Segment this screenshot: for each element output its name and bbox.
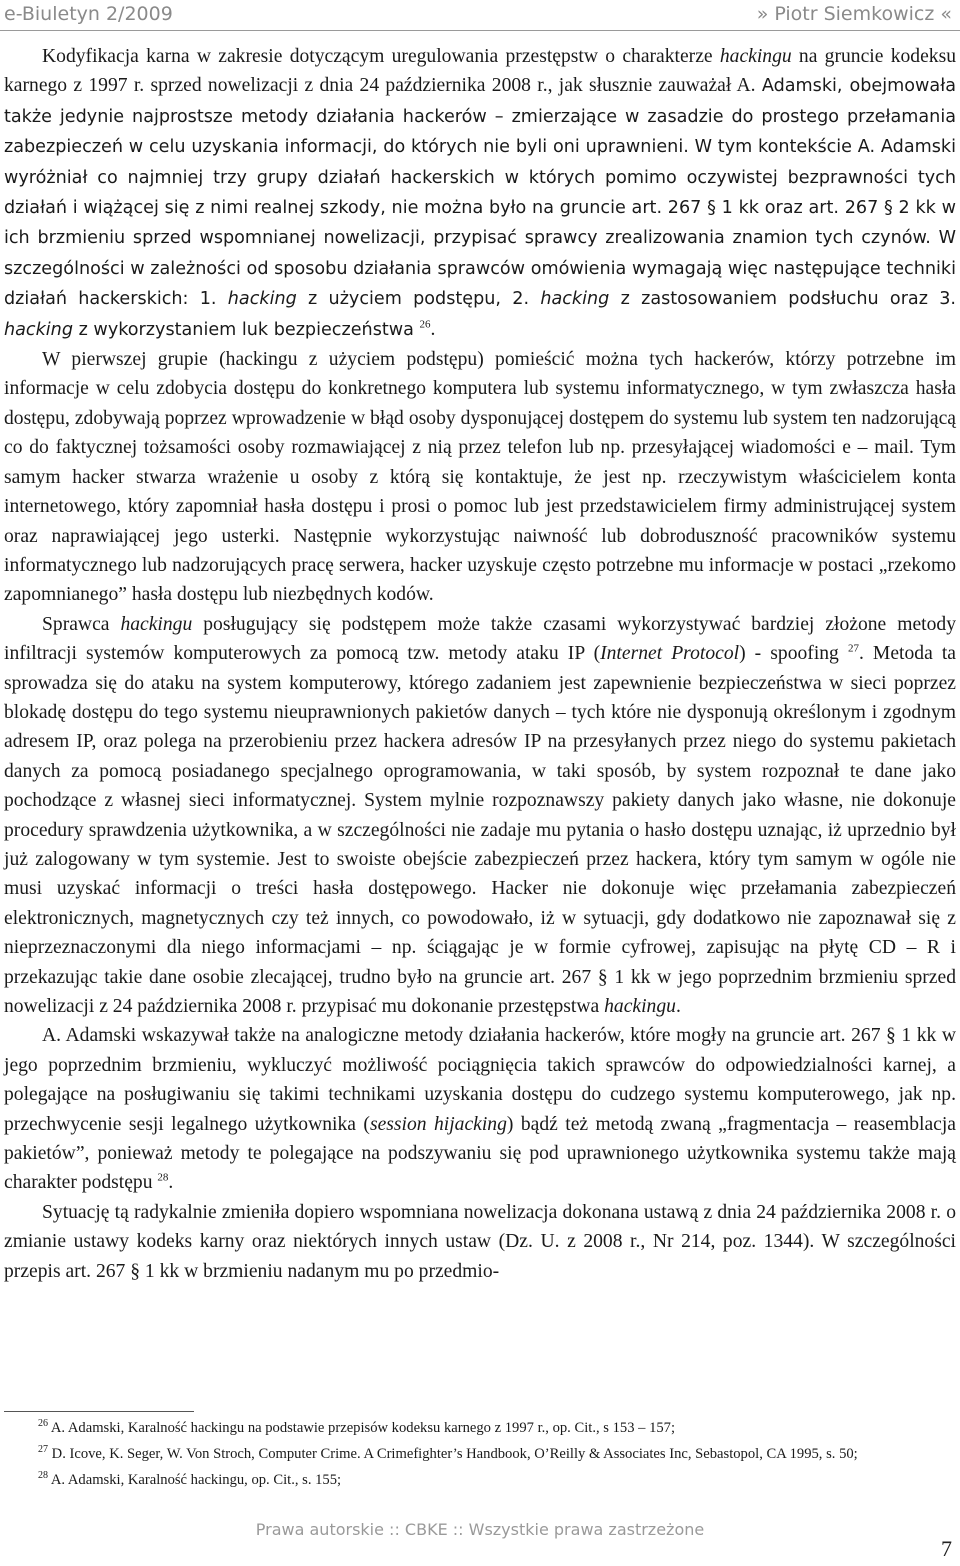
footnote-ref-27[interactable]: 27 [847, 642, 859, 655]
footnote-27 [4, 1443, 956, 1465]
footnotes-section [4, 1417, 956, 1495]
paragraph-4 [4, 1021, 956, 1197]
emphasis-text: hacking [540, 289, 610, 310]
paragraph-text: ) - spoofing [739, 643, 848, 665]
page-header [0, 0, 960, 30]
paragraph-5: Sytuację tą radykalnie zmieniła dopiero wspomniana nowelizacja dokonana ustawą z dnia 24 października 2008 r. o zmianie ustawy kodeks karny oraz niektórych innych ustaw (Dz. U. z 2008 r., Nr 214, poz. 1344). W szczególności przepis art. 267 § 1 kk w brzmieniu nadanym mu po przedmio- [4, 1201, 956, 1282]
paragraph-text: Kodyfikacja karna w zakresie dotyczącym uregulowania przestępstw o charakterze [42, 46, 720, 67]
author-name: » Piotr Siemkowicz « [756, 3, 952, 25]
journal-title: e-Biuletyn 2/2009 [4, 3, 173, 25]
footnote-28 [4, 1469, 956, 1491]
emphasis-text: hacking [227, 289, 297, 310]
emphasis-text: hackingu [120, 613, 193, 635]
paragraph-text: A. Adamski wskazywał także na analogiczne metody działania hackerów, które mogły na gruncie art. 267 § 1 kk w jego poprzednim brzmieniu, wykluczyć możliwość pociągnięcia takich sprawców do odpowiedzialności karnej, a polegające na posługiwaniu się takimi technikami uzyskania dostępu do cudzego systemu komputerowego, jak np. przechwycenie sesji legalnego użytkownika ( [4, 1025, 956, 1135]
paragraph-text-sans: z wykorzystaniem luk bezpieczeństwa [73, 319, 420, 340]
page-number: 7 [941, 1536, 952, 1561]
footnote-divider [4, 1411, 194, 1412]
paragraph-text: . [430, 318, 436, 340]
paragraph-2: W pierwszej grupie (hackingu z użyciem podstępu) pomieścić można tych hackerów, którzy potrzebne im informacje w celu zdobycia dostępu do konkretnego komputera lub systemu informatycznego, w tym zwłaszcza hasła dostępu, zdobywają poprzez wprowadzenie w błąd osoby dysponującej dostępem do systemu lub system ten nadzorującą co do faktycznej tożsamości osoby rozmawiającej z nią przez telefon lub np. przesyłającej wiadomości e – mail. Tym samym hacker stwarza wrażenie u osoby z którą się kontaktuje, że jest np. rzeczywistym właścicielem konta internetowego, który zapomniał hasła dostępu i prosi o pomoc lub jest przedstawicielem firmy administrującej system oraz naprawiającej jego usterki. Następnie wykorzystując naiwność lub dobroduszność pracowników systemu informatycznego lub nadzorujących pracę serwera, hacker uzyskuje często potrzebne mu informacje w postaci „rzekomo zapomnianego” hasła dostępu lub niezbędnych kodów. [4, 349, 956, 606]
paragraph-text-sans: Adamski, obejmowała także jedynie najprostsze metody działania hackerów – zmierzające w zasadzie do prostego przełamania zabezpieczeń w celu uzyskania informacji, do których nie byli oni uprawnieni. W tym kontekście A. Adamski wyróżniał co najmniej trzy grupy działań hackerskich w których pomimo oczywistej bezprawności tych działań i wiążącej się z nimi realnej szkody, nie można było na gruncie art. 267 § 1 kk oraz art. 267 § 2 kk w ich brzmieniu sprzed wspomnianej nowelizacji, przypisać sprawcy zrealizowania znamion tych czynów. W szczególności w zależności od sposobu działania sprawców omówienia wymagają więc następujące techniki działań hackerskich: 1. [4, 76, 956, 310]
footnote-ref-26[interactable]: 26 [419, 318, 431, 331]
footnote-text: A. Adamski, Karalność hackingu na podstawie przepisów kodeksu karnego z 1997 r., op. Cit., s 153 – 157; [50, 1420, 676, 1436]
footnote-number: 28 [38, 1470, 48, 1482]
header-divider [0, 30, 960, 31]
footnote-text: A. Adamski, Karalność hackingu, op. Cit., s. 155; [50, 1472, 342, 1488]
emphasis-text: hacking [4, 319, 74, 340]
footnote-text: D. Icove, K. Seger, W. Von Stroch, Computer Crime. A Crimefighter’s Handbook, O’Reilly & Associates Inc, Sebastopol, CA 1995, s. 50; [51, 1446, 858, 1462]
emphasis-text: hackingu [719, 46, 792, 67]
paragraph-3 [4, 610, 956, 1022]
paragraph-text-sans: z użyciem podstępu, 2. [296, 289, 541, 310]
paragraph-text: . [168, 1172, 174, 1194]
emphasis-text: session hijacking [369, 1113, 507, 1135]
paragraph-1 [4, 42, 956, 345]
paragraph-text: ) bądź też metodą zwaną „fragmentacja – reasemblacja pakietów”, ponieważ metody te polegające na podszywaniu się pod uprawnionego użytkownika systemu także mają charakter podstępu [4, 1113, 956, 1194]
paragraph-text: . Metoda ta sprowadza się do ataku na system komputerowy, którego zadaniem jest zapewnienie bezpieczeństwa w sieci poprzez blokadę dostępu do tego systemu nieuprawnionych pakietów danych – tych które nie dysponują określonym i zgodnym adresem IP, oraz polega na przerobieniu przez hackera adresów IP na przesyłanych przez niego do systemu pakietach danych za pomocą posiadanego specjalnego oprogramowania, w taki sposób, by system rozpoznał te dane jako pochodzące z własnej sieci informatycznej. System mylnie rozpoznawszy pakiety danych jako własne, nie dokonuje procedury sprawdzenia użytkownika, a w szczególności nie zadaje mu pytania o hasło dostępu uznając, iż uprzednio był już zalogowany w tym systemie. Jest to swoiste obejście zabezpieczeń przez hackera, który tym samym w ogóle nie musi uzyskać informacji o treści hasła dostępowego. Hacker nie dokonuje więc przełamania zabezpieczeń elektronicznych, magnetycznych czy też innych, co powodowało, iż w sytuacji, gdy dodatkowo nie zapoznawał się z nieprzeznaczonymi dla niego informacjami – np. ściągając je w formie cyfrowej, zapisując na płytę CD – R i przekazując takie dane osobie zlecającej, trudno było na gruncie art. 267 § 1 kk w jego poprzednim brzmieniu sprzed nowelizacji z 24 października 2008 r. przypisać mu dokonanie przestępstwa [4, 643, 956, 1017]
paragraph-text: na gruncie kodeksu karnego z 1997 r. sprzed nowelizacji z dnia 24 października 2008 r., jak słusznie zauważał A. [4, 46, 956, 97]
footnote-26 [4, 1417, 956, 1439]
emphasis-text: hackingu [604, 996, 676, 1017]
paragraph-text-sans: z zastosowaniem podsłuchu oraz 3. [609, 289, 956, 310]
footnote-ref-28[interactable]: 28 [157, 1171, 169, 1184]
paragraph-text: Sprawca [42, 613, 121, 635]
paragraph-text: . [675, 996, 681, 1017]
article-body [4, 42, 956, 1286]
footnote-number: 27 [38, 1444, 48, 1456]
copyright-footer: Prawa autorskie :: CBKE :: Wszystkie prawa zastrzeżone [255, 1520, 705, 1539]
emphasis-text: Internet Protocol [600, 643, 740, 665]
footnote-number: 26 [38, 1418, 48, 1430]
paragraph-text: posługujący się podstępem może także czasami wykorzystywać bardziej złożone metody infiltracji systemów komputerowych za pomocą tzw. metody ataku IP ( [4, 613, 956, 665]
